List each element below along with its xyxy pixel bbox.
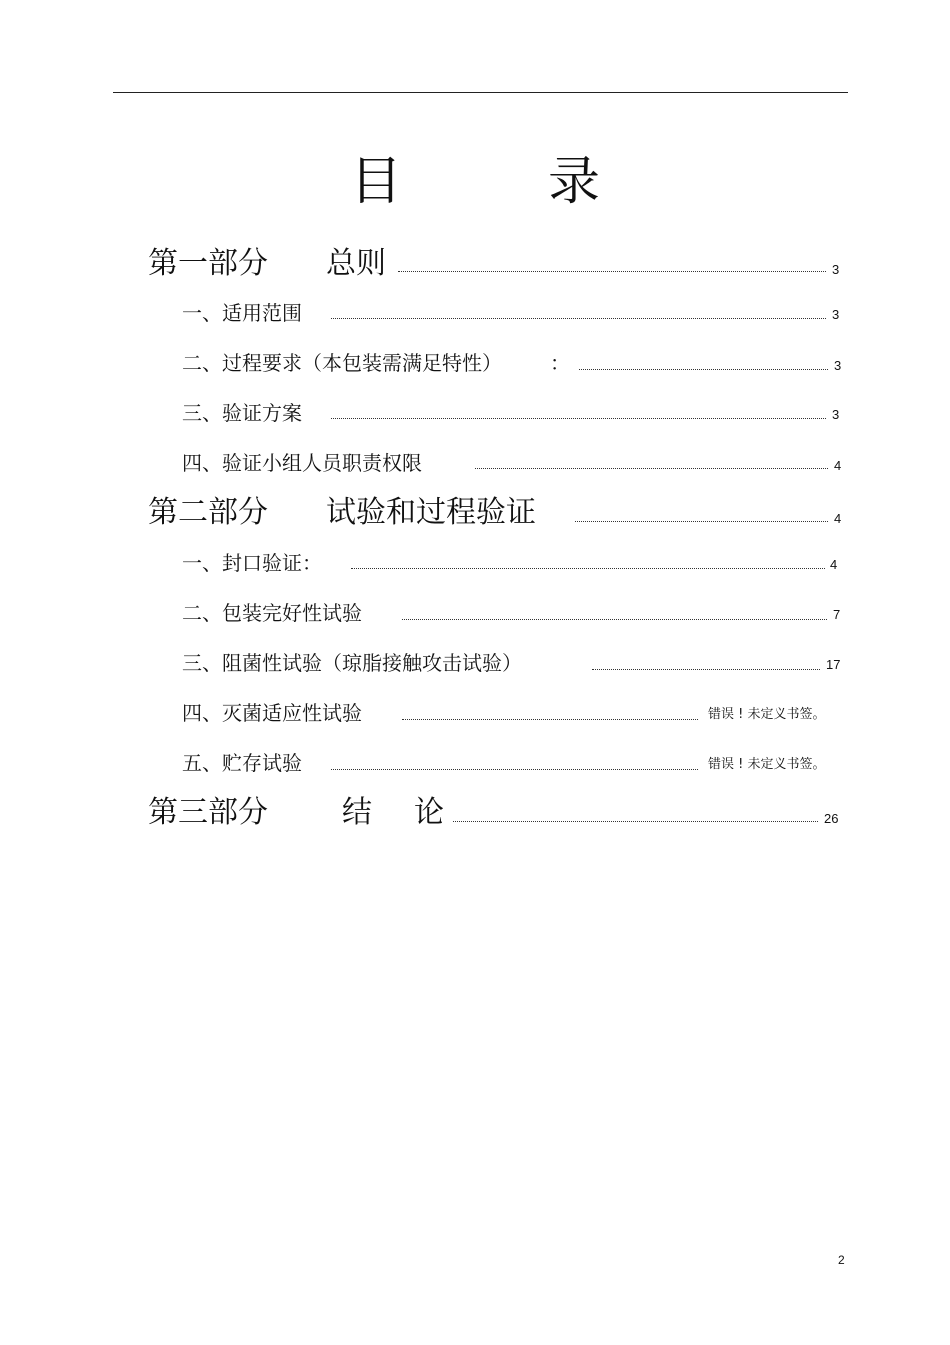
- toc-title-char-1: 目: [350, 152, 403, 212]
- part-number: 第三部分: [148, 795, 268, 830]
- part-title: 总则: [326, 246, 386, 281]
- entry-label: 五、贮存试验: [182, 751, 302, 775]
- toc-title: [0, 152, 950, 212]
- entry-colon: ：: [550, 351, 570, 375]
- page-ref: 26: [824, 811, 839, 826]
- dot-leader: [453, 821, 818, 822]
- dot-leader: [402, 619, 827, 620]
- dot-leader: [402, 719, 698, 720]
- toc-entry[interactable]: [0, 400, 950, 428]
- part-title-char-2: 论: [414, 795, 444, 830]
- part-number: 第一部分: [148, 246, 268, 281]
- toc-entry[interactable]: [0, 750, 950, 778]
- page-ref: 4: [834, 458, 842, 473]
- dot-leader: [475, 468, 828, 469]
- page-ref: 4: [830, 557, 838, 572]
- part-title-char-1: 结: [342, 795, 372, 830]
- toc-entry[interactable]: [0, 700, 950, 728]
- entry-label: 三、阻菌性试验（琼脂接触攻击试验）: [182, 651, 522, 675]
- page-ref: 3: [832, 407, 840, 422]
- toc-entry[interactable]: [0, 650, 950, 678]
- toc-entry-part1[interactable]: [0, 246, 950, 286]
- dot-leader: [351, 568, 825, 569]
- part-number: 第二部分: [148, 495, 268, 530]
- header-rule: [113, 92, 848, 93]
- toc-title-char-2: 录: [548, 152, 601, 212]
- entry-label: 一、适用范围: [182, 301, 302, 325]
- dot-leader: [579, 369, 828, 370]
- page-ref-error: 错误 ! 未定义书签。: [708, 757, 826, 772]
- page-ref: 3: [832, 307, 840, 322]
- toc-entry[interactable]: [0, 600, 950, 628]
- toc-entry-part3[interactable]: [0, 795, 950, 835]
- entry-label: 四、验证小组人员职责权限: [182, 451, 422, 475]
- entry-label: 四、灭菌适应性试验: [182, 701, 362, 725]
- toc-entry[interactable]: [0, 300, 950, 328]
- dot-leader: [331, 418, 826, 419]
- page-ref: 17: [826, 657, 841, 672]
- dot-leader: [331, 318, 826, 319]
- page-ref: 4: [834, 511, 842, 526]
- entry-label: 三、验证方案: [182, 401, 302, 425]
- dot-leader: [575, 521, 828, 522]
- page-ref-error: 错误 ! 未定义书签。: [708, 707, 826, 722]
- page-number: 2: [838, 1253, 845, 1267]
- entry-label: 一、封口验证：: [182, 551, 322, 575]
- dot-leader: [331, 769, 698, 770]
- page-ref: 3: [832, 262, 840, 277]
- entry-label: 二、包装完好性试验: [182, 601, 362, 625]
- page-ref: 3: [834, 358, 842, 373]
- page-ref: 7: [833, 607, 841, 622]
- dot-leader: [398, 271, 826, 272]
- dot-leader: [592, 669, 820, 670]
- toc-entry-part2[interactable]: [0, 495, 950, 535]
- toc-entry[interactable]: [0, 550, 950, 578]
- entry-label: 二、过程要求（本包装需满足特性）: [182, 351, 502, 375]
- toc-entry[interactable]: [0, 450, 950, 478]
- part-title: 试验和过程验证: [326, 495, 536, 530]
- toc-entry[interactable]: [0, 350, 950, 378]
